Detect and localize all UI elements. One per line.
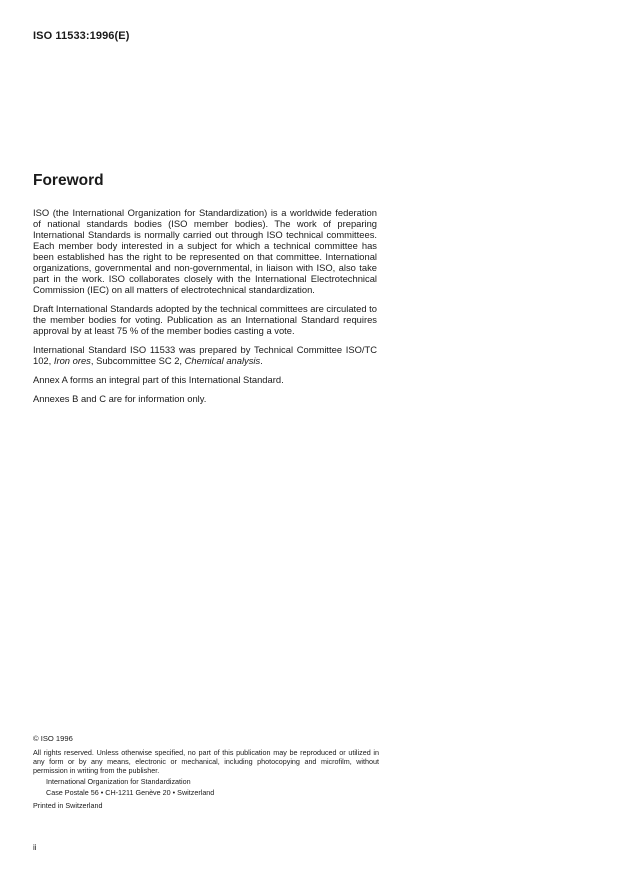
page-title: Foreword: [33, 172, 104, 189]
foreword-body: [33, 207, 377, 412]
paragraph-draft-standards: Draft International Standards adopted by the technical committees are circulated to the member bodies for voting. Publication as an International Standard requires approval by at least 75 % of the member bodies casting a vote.: [33, 303, 377, 336]
printed-in: Printed in Switzerland: [33, 801, 103, 810]
paragraph-preparation: [33, 344, 377, 366]
copyright-notice: © ISO 1996: [33, 734, 73, 743]
copyright-block: [33, 734, 379, 810]
rights-statement: All rights reserved. Unless otherwise specified, no part of this publication may be reproduced or utilized in any form or by any means, electronic or mechanical, including photocopying and microfilm, without permission in writing from the publisher.: [33, 748, 379, 775]
organization-address: Case Postale 56 • CH-1211 Genève 20 • Switzerland: [46, 788, 215, 797]
paragraph-iso-description: ISO (the International Organization for Standardization) is a worldwide federation of national standards bodies (ISO member bodies). The work of preparing International Standards is normally carried out through ISO technical committees. Each member body interested in a subject for which a technical committee has been established has the right to be represented on that committee. International organizations, governmental and non-governmental, in liaison with ISO, also take part in the work. ISO collaborates closely with the International Electrotechnical Commission (IEC) on all matters of electrotechnical standardization.: [33, 207, 377, 295]
paragraph-annex-a: Annex A forms an integral part of this International Standard.: [33, 374, 284, 385]
preparation-text-a: International Standard ISO 11533 was prepared by Technical Committee ISO/TC 102,: [33, 344, 377, 366]
document-code-header: ISO 11533:1996(E): [33, 30, 130, 42]
preparation-text-chemical-analysis: Chemical analysis: [184, 355, 261, 366]
organization-name: International Organization for Standardization: [46, 777, 191, 786]
preparation-text-e: .: [260, 355, 263, 366]
preparation-text-c: , Subcommittee SC 2,: [90, 355, 185, 366]
page-number: ii: [33, 843, 37, 852]
paragraph-annexes-b-c: Annexes B and C are for information only.: [33, 393, 207, 404]
preparation-text-iron-ores: Iron ores: [53, 355, 91, 366]
